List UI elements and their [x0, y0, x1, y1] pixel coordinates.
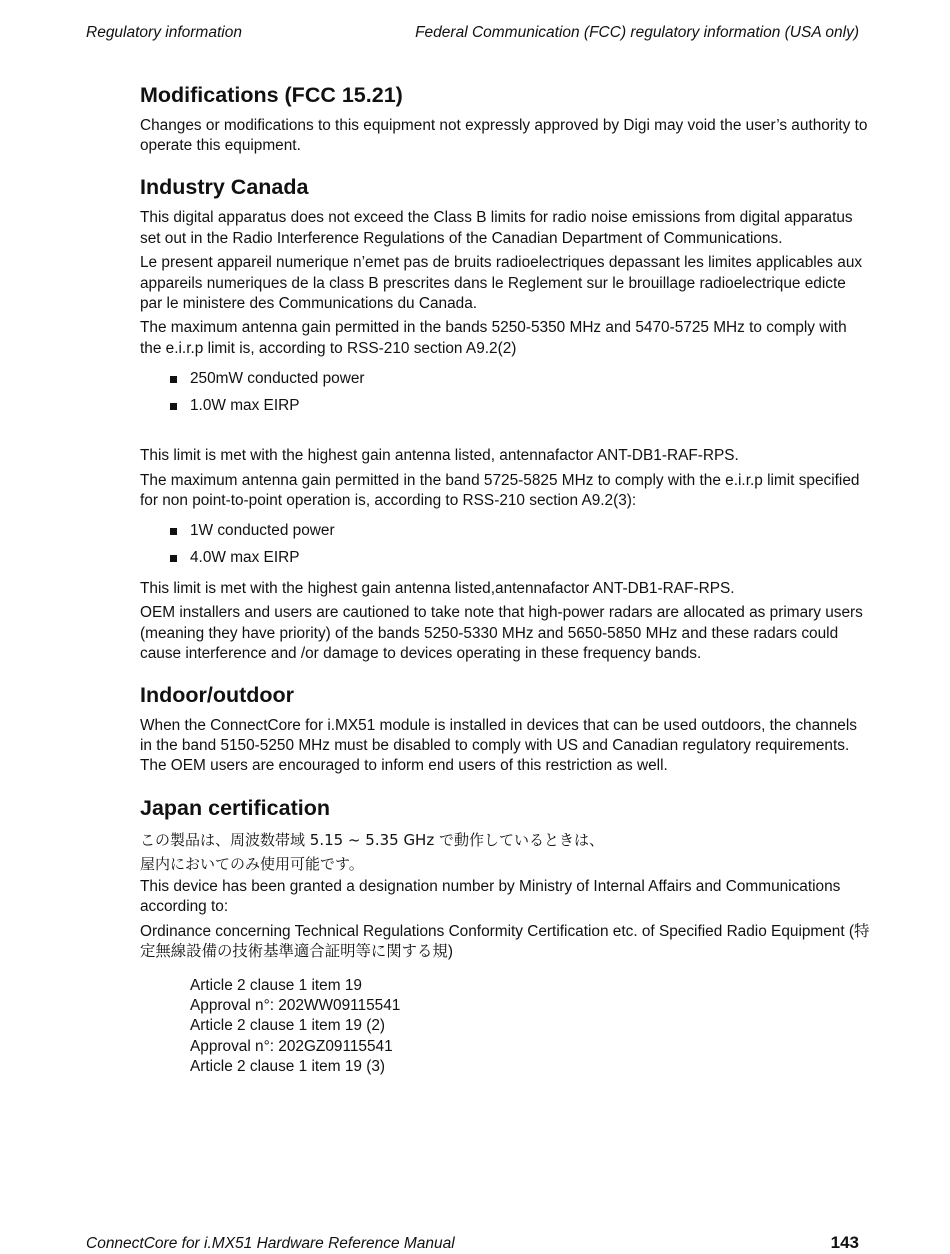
page-body — [140, 82, 870, 1095]
paragraph: When the ConnectCore for i.MX51 module is installed in devices that can be used outdoors, the channels in the band 5150-5250 MHz must be disabled to comply with US and Canadian regulatory requirements. The OEM users are encouraged to inform end users of this restriction as well. — [140, 717, 857, 775]
list-item: 1.0W max EIRP — [170, 396, 870, 416]
section-heading: Modifications (FCC 15.21) — [140, 83, 403, 107]
running-footer — [86, 1233, 859, 1253]
list-item: 250mW conducted power — [170, 369, 870, 389]
square-bullet-icon — [170, 528, 177, 535]
section-heading: Japan certification — [140, 795, 330, 820]
paragraph: Changes or modifications to this equipment not expressly approved by Digi may void the user’s authority to operate this equipment. — [140, 117, 868, 155]
header-section: Federal Communication (FCC) regulatory information (USA only) — [415, 24, 859, 41]
section-indoor-outdoor — [140, 682, 870, 777]
section-heading: Indoor/outdoor — [140, 683, 295, 708]
japanese-text-line: 屋内においてのみ使用可能です。 — [140, 854, 364, 873]
approval-line: Approval n°: 202GZ09115541 — [190, 1037, 393, 1055]
paragraph: This limit is met with the highest gain antenna listed, antennafactor ANT-DB1-RAF-RPS. — [140, 447, 739, 465]
paragraph: Le present appareil numerique n’emet pas de bruits radioelectriques depassant les limites applicables aux appareils numeriques de la class B prescrites dans le Reglement sur le brouillage radioelectrique edicte par le ministere des Communications du Canada. — [140, 254, 863, 312]
list-item: 4.0W max EIRP — [170, 548, 870, 568]
paragraph: The maximum antenna gain permitted in the band 5725-5825 MHz to comply with the e.i.r.p limit specified for non point-to-point operation is, according to RSS-210 section A9.2(3): — [140, 471, 860, 510]
approval-line: Article 2 clause 1 item 19 (2) — [190, 1017, 386, 1035]
square-bullet-icon — [170, 555, 177, 562]
approval-line: Article 2 clause 1 item 19 (3) — [190, 1057, 386, 1075]
paragraph: OEM installers and users are cautioned to take note that high-power radars are allocated as primary users (meaning they have priority) of the bands 5250-5330 MHz and 5650-5850 MHz and these radars could cause interference and /or damage to devices operating in these frequency bands. — [140, 604, 863, 662]
running-header — [86, 24, 859, 42]
square-bullet-icon — [170, 403, 177, 410]
section-japan-certification — [140, 795, 870, 1077]
header-chapter: Regulatory information — [86, 24, 242, 41]
list-item: 1W conducted power — [170, 521, 870, 541]
japanese-text-line: この製品は、周波数帯域 5.15 ~ 5.35 GHz で動作しているときは、 — [140, 830, 604, 849]
bullet-list — [140, 521, 870, 568]
paragraph: The maximum antenna gain permitted in the bands 5250-5350 MHz and 5470-5725 MHz to comply with the e.i.r.p limit is, according to RSS-210 section A9.2(2) — [140, 319, 847, 357]
approval-line: Article 2 clause 1 item 19 — [190, 976, 362, 994]
section-heading: Industry Canada — [140, 175, 309, 200]
bullet-list — [140, 369, 870, 416]
paragraph: Ordinance concerning Technical Regulations Conformity Certification etc. of Specified Radio Equipment (特定無線設備の技術基準適合証明等に関する規) — [140, 922, 870, 960]
manual-title: ConnectCore for i.MX51 Hardware Reference Manual — [86, 1235, 455, 1252]
approval-list — [190, 976, 870, 1077]
paragraph: This device has been granted a designation number by Ministry of Internal Affairs and Communications according to: — [140, 877, 841, 915]
paragraph: This digital apparatus does not exceed the Class B limits for radio noise emissions from digital apparatus set out in the Radio Interference Regulations of the Canadian Department of Communications. — [140, 209, 853, 247]
section-modifications — [140, 82, 870, 156]
page-number: 143 — [830, 1233, 859, 1252]
section-industry-canada — [140, 174, 870, 664]
paragraph: This limit is met with the highest gain antenna listed,antennafactor ANT-DB1-RAF-RPS. — [140, 579, 735, 597]
approval-line: Approval n°: 202WW09115541 — [190, 997, 401, 1015]
square-bullet-icon — [170, 376, 177, 383]
